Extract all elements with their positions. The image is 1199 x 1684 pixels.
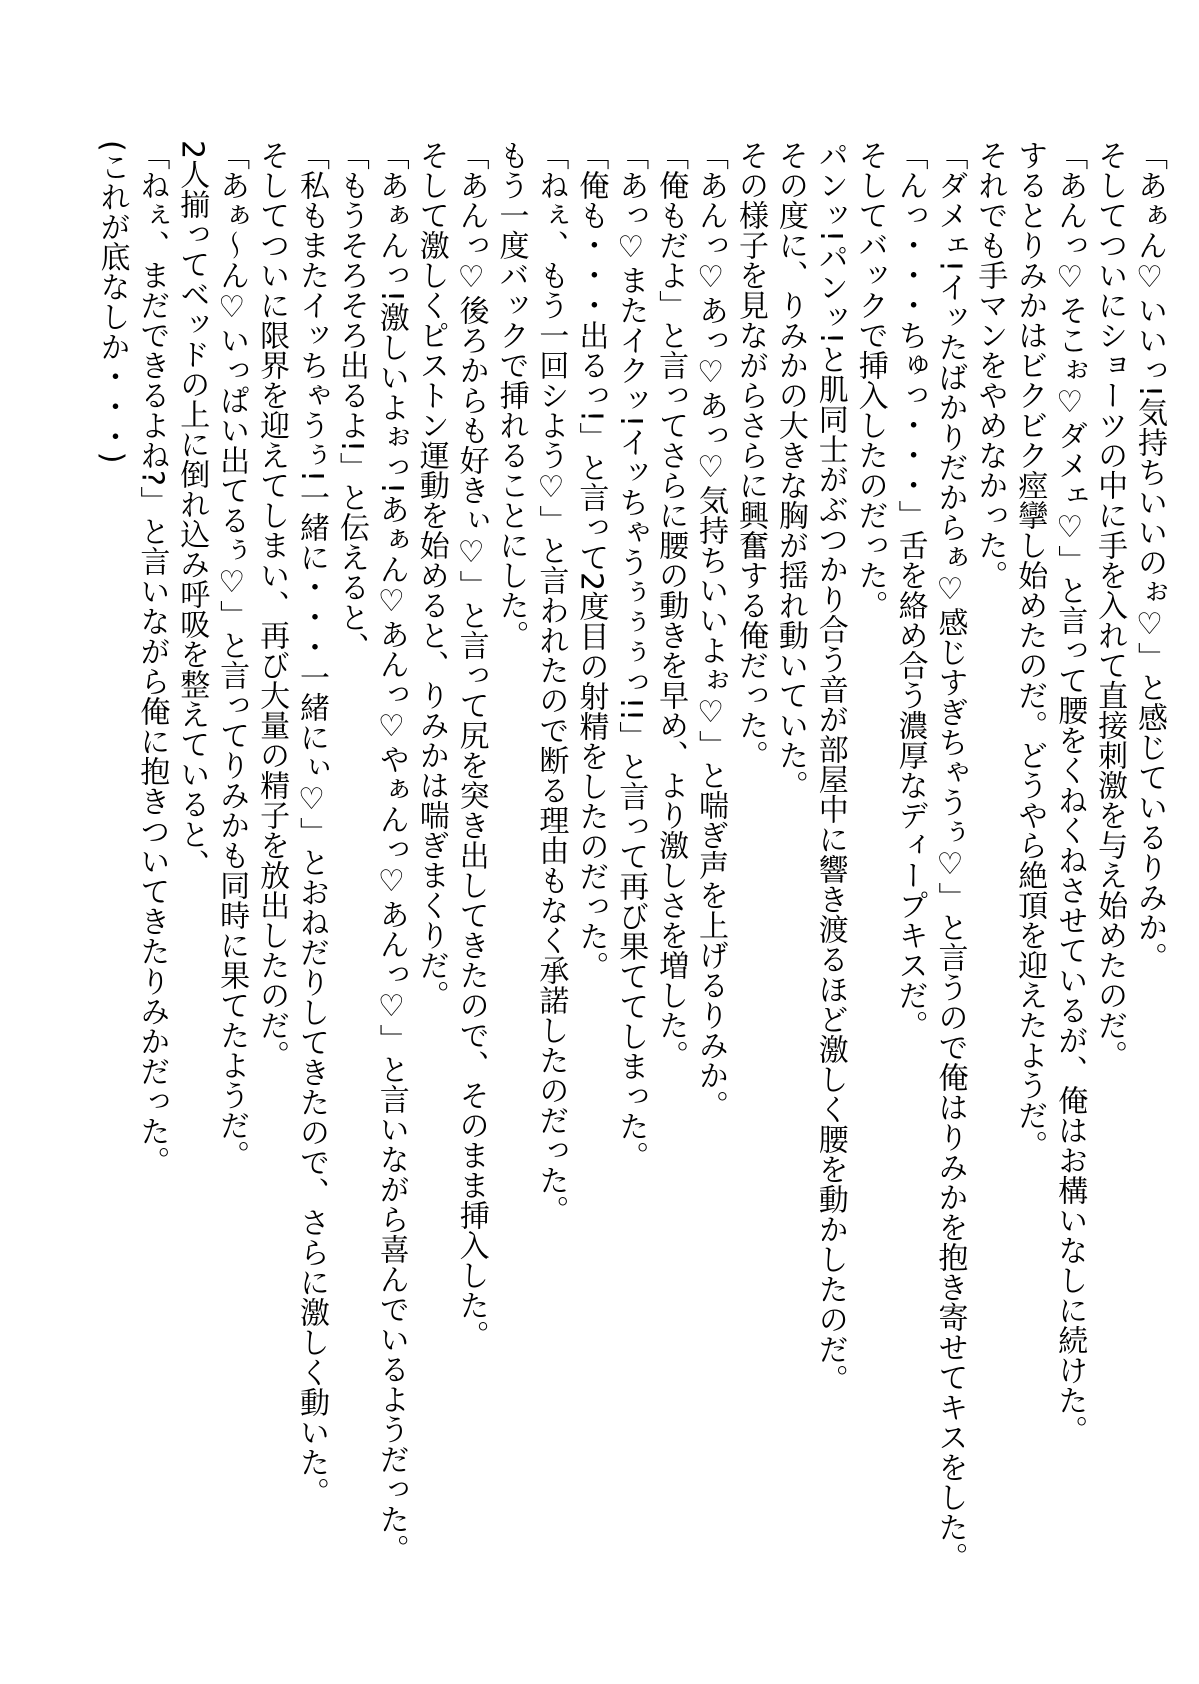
text-column: 「あんっ♡後ろからも好きぃ♡」と言って尻を突き出してきたので、そのまま挿入した。 [453, 140, 489, 1350]
text-column: するとりみかはビクビク痙攣し始めたのだ。どうやら絶頂を迎えたようだ。 [1012, 140, 1048, 1160]
text-column: 「ダメェ!イッたばかりだからぁ♡感じすぎちゃうぅ♡」と言うので俺はりみかを抱き寄せてキスをした。 [932, 140, 968, 1573]
text-column: そして激しくピストン運動を始めると、りみかは喘ぎまくりだ。 [413, 140, 449, 1010]
text-column: 「あんっ♡あっ♡あっ♡気持ちいいよぉ♡」と喘ぎ声を上げるりみか。 [693, 140, 729, 1120]
text-column: (これが底なしか・・・) [94, 140, 130, 464]
text-column: 「んっ・・・ちゅっ・・・」舌を絡め合う濃厚なディープキスだ。 [892, 140, 928, 1040]
text-column: 「もうそろそろ出るよ!」と伝えると、 [333, 140, 369, 663]
text-column: パンッ!パンッ!と肌同士がぶつかり合う音が部屋中に響き渡るほど激しく腰を動かしたのだ。 [812, 140, 848, 1395]
text-column: 「私もまたイッちゃうぅ!一緒に・・・一緒にぃ♡」とおねだりしてきたので、さらに激しく動いた。 [293, 140, 329, 1508]
text-column: 「俺もだよ」と言ってさらに腰の動きを早め、より激しさを増した。 [653, 140, 689, 1070]
text-column: その度に、りみかの大きな胸が揺れ動いていた。 [772, 140, 808, 800]
text-column: 「あんっ♡そこぉ♡ダメェ♡」と言って腰をくねくねさせているが、俺はお構いなしに続けた。 [1052, 140, 1088, 1445]
text-column: 「ねぇ、まだできるよね?」と言いながら俺に抱きついてきたりみかだった。 [134, 140, 170, 1176]
text-column: そしてバックで挿入したのだった。 [852, 140, 888, 620]
novel-page-text [92, 140, 1169, 1640]
text-column: その様子を見ながらさらに興奮する俺だった。 [732, 140, 768, 770]
text-column: 「あぁん♡いいっ!気持ちいいのぉ♡」と感じているりみか。 [1132, 140, 1167, 973]
text-column: 「あっ♡またイクッ!イッちゃうぅぅぅっ!!」と言って再び果ててしまった。 [613, 140, 649, 1172]
text-column: 「あぁ～ん♡いっぱい出てるぅ♡」と言ってりみかも同時に果てたようだ。 [214, 140, 250, 1170]
text-column: そしてついにショーツの中に手を入れて直接刺激を与え始めたのだ。 [1092, 140, 1128, 1070]
text-column: もう一度バックで挿れることにした。 [493, 140, 529, 650]
text-column: そしてついに限界を迎えてしまい、再び大量の精子を放出したのだ。 [254, 140, 290, 1070]
text-column: 2人揃ってベッドの上に倒れ込み呼吸を整えていると、 [174, 140, 210, 880]
text-column: 「あぁんっ!激しいよぉっ!あぁん♡あんっ♡やぁんっ♡あんっ♡」と言いながら喜んでいるようだった。 [373, 140, 409, 1565]
text-column: 「ねぇ、もう一回シよう♡」と言われたので断る理由もなく承諾したのだった。 [533, 140, 569, 1225]
text-column: それでも手マンをやめなかった。 [972, 140, 1008, 590]
text-column: 「俺も・・・出るっ!」と言って2度目の射精をしたのだった。 [573, 140, 609, 982]
